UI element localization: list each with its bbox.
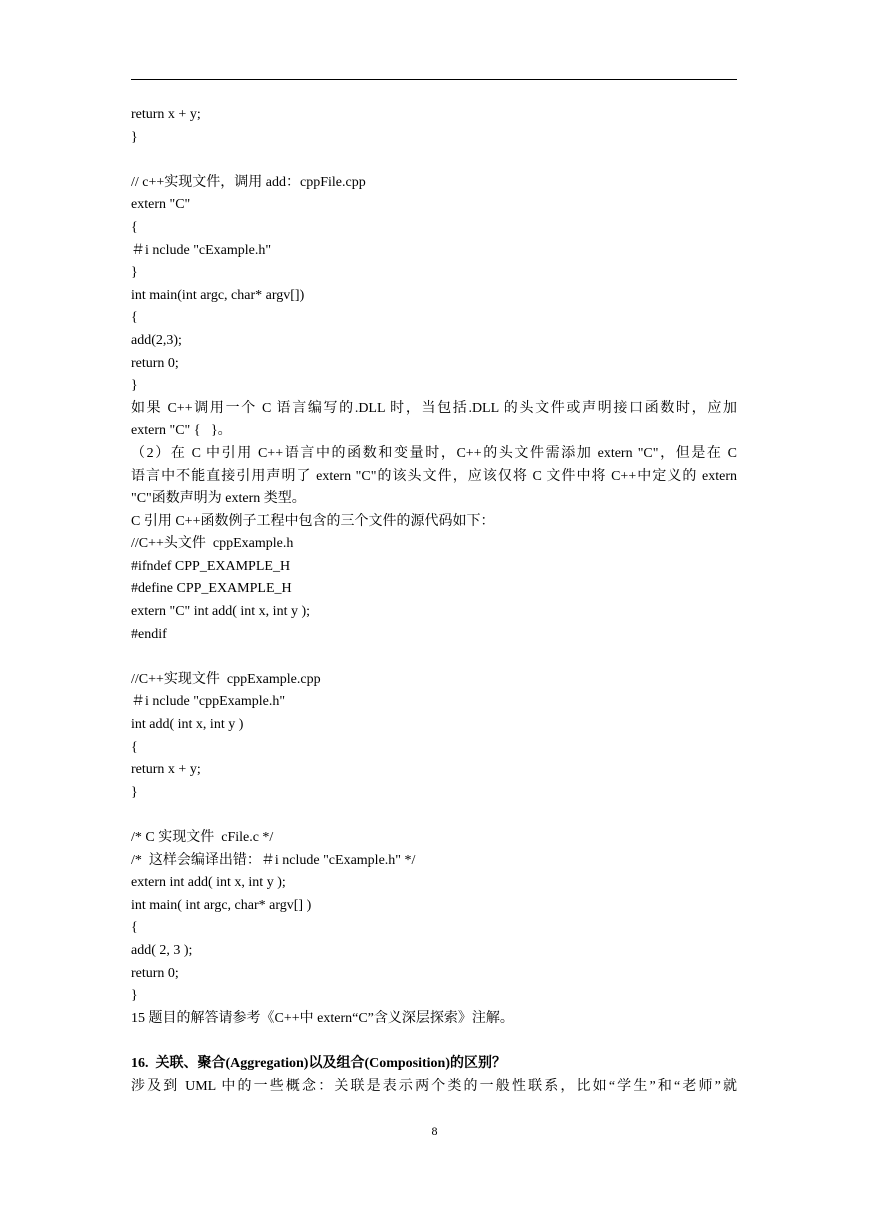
text-line: #define CPP_EXAMPLE_H: [131, 581, 292, 597]
text-line: return x + y;: [131, 762, 201, 778]
page-number: 8: [431, 1124, 438, 1138]
text-line: int main( int argc, char* argv[] ): [131, 897, 312, 913]
text-line: 如果 C++调用一个 C 语言编写的.DLL 时，当包括.DLL 的头文件或声明接口函数时，应加: [131, 400, 737, 416]
text-line: return 0;: [131, 355, 179, 371]
text-line: }: [131, 784, 138, 800]
text-line: {: [131, 920, 138, 936]
text-line: extern "C" { }。: [131, 423, 232, 439]
text-line: ＃i nclude "cExample.h": [131, 242, 272, 258]
text-line: //C++实现文件 cppExample.cpp: [131, 671, 321, 687]
text-line: }: [131, 988, 138, 1004]
text-line: {: [131, 310, 138, 326]
text-line: ＃i nclude "cppExample.h": [131, 694, 286, 710]
text-line: }: [131, 129, 138, 145]
text-line: /* 这样会编译出错：＃i nclude "cExample.h" */: [131, 852, 416, 868]
text-line: return 0;: [131, 965, 179, 981]
text-line: {: [131, 219, 138, 235]
text-line: extern "C" int add( int x, int y );: [131, 604, 311, 620]
text-line: return x + y;: [131, 107, 201, 122]
text-line: （2）在 C 中引用 C++语言中的函数和变量时，C++的头文件需添加 extern "C"，但是在 C: [131, 445, 737, 461]
text-line: int main(int argc, char* argv[]): [131, 287, 305, 303]
text-line: extern int add( int x, int y );: [131, 875, 286, 891]
text-line: int add( int x, int y ): [131, 717, 244, 733]
text-line: }: [131, 265, 138, 281]
section-heading: 16. 关联、聚合(Aggregation)以及组合(Composition)的区别？: [131, 1055, 507, 1071]
text-line: #ifndef CPP_EXAMPLE_H: [131, 558, 291, 574]
text-line: "C"函数声明为 extern 类型。: [131, 491, 306, 507]
text-line: [131, 149, 737, 172]
text-line: 15 题目的解答请参考《C++中 extern“C”含义深层探索》注解。: [131, 1010, 514, 1026]
text-line: [131, 1030, 737, 1053]
text-line: [131, 646, 737, 669]
text-line: C 引用 C++函数例子工程中包含的三个文件的源代码如下：: [131, 513, 495, 529]
text-line: add( 2, 3 );: [131, 942, 193, 958]
text-line: add(2,3);: [131, 332, 182, 348]
page-body: [131, 104, 737, 1098]
text-line: // c++实现文件，调用 add：cppFile.cpp: [131, 174, 366, 190]
text-line: /* C 实现文件 cFile.c */: [131, 830, 274, 845]
text-line: [131, 804, 737, 827]
text-line: #endif: [131, 626, 167, 642]
text-line: 涉及到 UML 中的一些概念：关联是表示两个类的一般性联系，比如“学生”和“老师”就: [131, 1078, 737, 1094]
text-line: {: [131, 739, 138, 755]
text-line: 语言中不能直接引用声明了 extern "C"的该头文件，应该仅将 C 文件中将 C++中定义的 extern: [131, 468, 737, 484]
text-line: extern "C": [131, 197, 191, 213]
text-line: }: [131, 378, 138, 394]
header-rule: [131, 79, 737, 80]
text-line: //C++头文件 cppExample.h: [131, 536, 294, 552]
